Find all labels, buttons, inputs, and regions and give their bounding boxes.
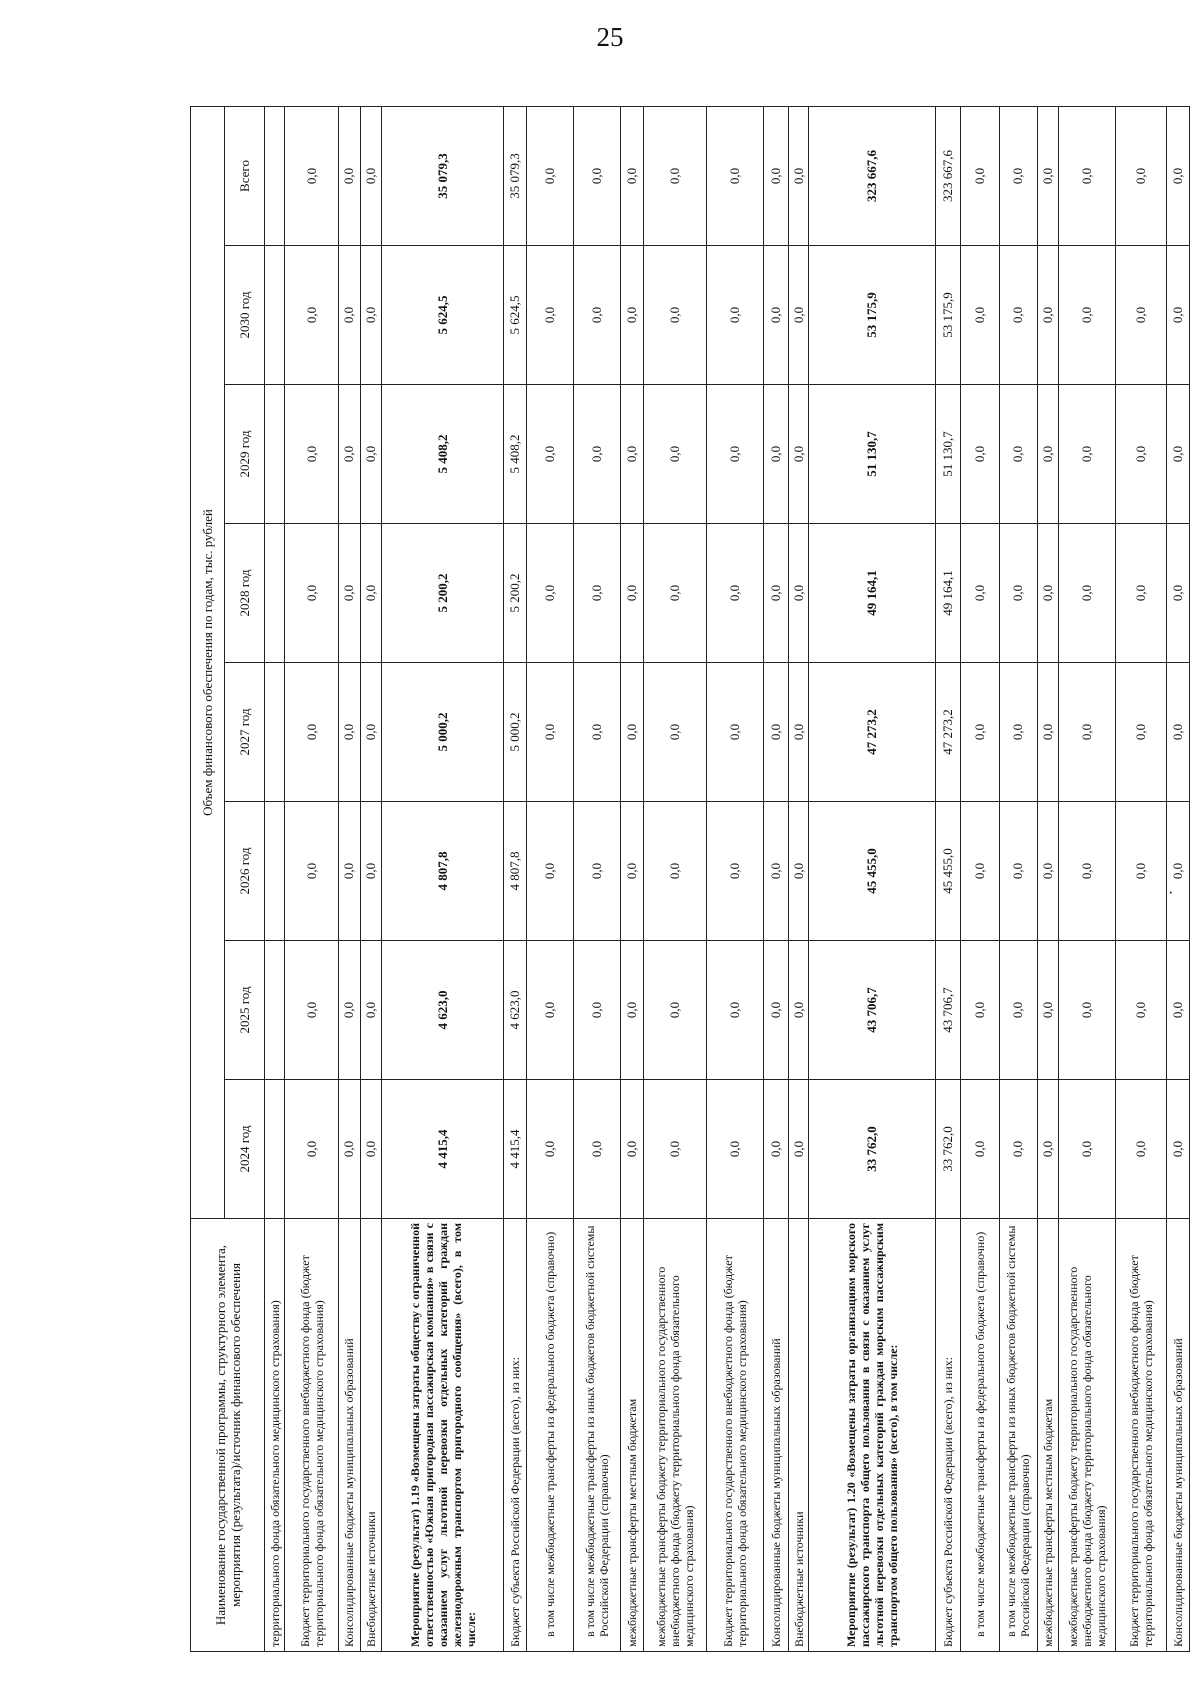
table-row	[788, 106, 808, 1651]
row-value-cell: 5 200,2	[504, 524, 527, 663]
table-row	[338, 106, 361, 1651]
header-year-2027: 2027 год	[225, 663, 265, 802]
row-value-cell: 45 455,0	[936, 802, 961, 941]
row-value-cell: 0,0	[999, 106, 1038, 245]
row-value-cell: 0,0	[1167, 106, 1190, 245]
row-value-cell: 0,0	[1116, 941, 1167, 1080]
row-value-cell: 5 200,2	[381, 524, 504, 663]
row-value-cell: 0,0	[1167, 385, 1190, 524]
row-value-cell: 0,0	[960, 385, 999, 524]
row-value-cell: 47 273,2	[809, 663, 936, 802]
row-value-cell: 43 706,7	[809, 941, 936, 1080]
row-value-cell: 0,0	[643, 663, 706, 802]
row-value-cell: 0,0	[1116, 802, 1167, 941]
page-number: 25	[596, 22, 624, 52]
header-year-2030: 2030 год	[225, 246, 265, 385]
row-value-cell: 0,0	[621, 524, 644, 663]
row-value-cell: 0,0	[999, 1080, 1038, 1219]
row-name-cell: межбюджетные трансферты местным бюджетам	[621, 1219, 644, 1652]
row-value-cell: 0,0	[643, 246, 706, 385]
row-value-cell: 0,0	[706, 246, 763, 385]
table-row	[809, 106, 936, 1651]
row-value-cell: 0,0	[621, 941, 644, 1080]
row-value-cell: 0,0	[1116, 246, 1167, 385]
row-name-cell: Бюджет субъекта Российской Федерации (всего), из них:	[936, 1219, 961, 1652]
row-value-cell: 0,0	[643, 385, 706, 524]
row-value-cell: 0,0	[361, 524, 381, 663]
row-value-cell	[265, 663, 285, 802]
row-value-cell: 33 762,0	[936, 1080, 961, 1219]
row-value-cell: 0,0	[285, 941, 338, 1080]
header-financing-group: Объем финансового обеспечения по годам, тыс. рублей	[191, 106, 225, 1218]
row-value-cell: 35 079,3	[381, 106, 504, 245]
row-value-cell: 0,0	[338, 1080, 361, 1219]
row-value-cell: 0,0	[706, 1080, 763, 1219]
table-row	[526, 106, 573, 1651]
row-name-cell: Внебюджетные источники	[788, 1219, 808, 1652]
row-value-cell: 0,0	[1038, 663, 1058, 802]
row-value-cell	[265, 802, 285, 941]
table-row	[1058, 106, 1115, 1651]
row-value-cell	[265, 385, 285, 524]
row-value-cell: 0,0	[573, 941, 620, 1080]
row-value-cell: 4 807,8	[504, 802, 527, 941]
row-value-cell: 0,0	[526, 106, 573, 245]
row-value-cell: 0,0	[764, 802, 789, 941]
row-value-cell: 0,0	[621, 663, 644, 802]
row-value-cell: 4 623,0	[381, 941, 504, 1080]
table-row	[999, 106, 1038, 1651]
table-row	[621, 106, 644, 1651]
row-value-cell: 0,0	[621, 1080, 644, 1219]
row-value-cell: 0,0	[573, 663, 620, 802]
row-value-cell: 0,0	[573, 1080, 620, 1219]
row-value-cell: 0,0	[1167, 663, 1190, 802]
row-value-cell: 0,0	[960, 1080, 999, 1219]
row-value-cell: 51 130,7	[936, 385, 961, 524]
row-value-cell: 0,0	[1116, 1080, 1167, 1219]
row-value-cell: 0,0	[706, 663, 763, 802]
row-value-cell: 0,0	[764, 1080, 789, 1219]
table-row	[573, 106, 620, 1651]
row-value-cell: 0,0	[338, 246, 361, 385]
row-value-cell: 0,0	[764, 663, 789, 802]
table-row	[265, 106, 285, 1651]
row-name-cell: Бюджет субъекта Российской Федерации (всего), из них:	[504, 1219, 527, 1652]
row-value-cell: 5 624,5	[381, 246, 504, 385]
row-value-cell: 0,0	[706, 524, 763, 663]
row-name-cell: Бюджет территориального государственного внебюджетного фонда (бюджет территориального фонда обязательного медицинского страхования)	[1116, 1219, 1167, 1652]
row-value-cell: 5 000,2	[504, 663, 527, 802]
row-value-cell	[265, 941, 285, 1080]
table-row	[1116, 106, 1167, 1651]
row-value-cell	[265, 524, 285, 663]
row-value-cell: 0,0	[1167, 1080, 1190, 1219]
row-value-cell: 0,0	[999, 385, 1038, 524]
row-value-cell: 0,0	[788, 941, 808, 1080]
row-value-cell: 0,0	[526, 385, 573, 524]
row-value-cell: 0,0	[643, 941, 706, 1080]
row-value-cell: 0,0	[764, 524, 789, 663]
row-value-cell: 0,0	[1058, 1080, 1115, 1219]
row-value-cell: 0,0	[338, 106, 361, 245]
table-row	[643, 106, 706, 1651]
table-row	[1038, 106, 1058, 1651]
row-value-cell: 5 408,2	[381, 385, 504, 524]
row-value-cell: 4 415,4	[381, 1080, 504, 1219]
row-value-cell: 0,0	[1167, 802, 1190, 941]
row-value-cell: 0,0	[1116, 663, 1167, 802]
row-value-cell: 0,0	[361, 385, 381, 524]
row-value-cell: 0,0	[643, 106, 706, 245]
row-value-cell: 0,0	[621, 106, 644, 245]
row-value-cell: 0,0	[526, 663, 573, 802]
row-value-cell: 53 175,9	[936, 246, 961, 385]
row-value-cell: 0,0	[361, 663, 381, 802]
row-name-cell: Бюджет территориального государственного внебюджетного фонда (бюджет территориального фонда обязательного медицинского страхования)	[706, 1219, 763, 1652]
row-value-cell: 0,0	[960, 106, 999, 245]
row-value-cell: 0,0	[1038, 524, 1058, 663]
row-value-cell: 0,0	[621, 246, 644, 385]
header-name-column: Наименование государственной программы, структурного элемента, мероприятия (результата)/источник финансового обеспечения	[191, 1219, 265, 1652]
table-row	[504, 106, 527, 1651]
row-value-cell: 0,0	[285, 246, 338, 385]
row-value-cell: 0,0	[706, 106, 763, 245]
table-row	[764, 106, 789, 1651]
row-value-cell: 0,0	[764, 385, 789, 524]
row-name-cell: Консолидированные бюджеты муниципальных образований	[1167, 1219, 1190, 1652]
table-row	[960, 106, 999, 1651]
row-value-cell: 0,0	[285, 802, 338, 941]
row-value-cell	[265, 106, 285, 245]
row-value-cell: 35 079,3	[504, 106, 527, 245]
row-value-cell: 0,0	[1116, 385, 1167, 524]
header-year-2029: 2029 год	[225, 385, 265, 524]
row-value-cell: 323 667,6	[936, 106, 961, 245]
row-value-cell: 0,0	[285, 524, 338, 663]
row-value-cell: 0,0	[1038, 1080, 1058, 1219]
row-value-cell: 0,0	[1058, 802, 1115, 941]
row-value-cell: 323 667,6	[809, 106, 936, 245]
row-value-cell: 0,0	[338, 385, 361, 524]
row-value-cell: 43 706,7	[936, 941, 961, 1080]
row-name-cell: территориального фонда обязательного медицинского страхования)	[265, 1219, 285, 1652]
row-value-cell: 0,0	[1167, 941, 1190, 1080]
row-value-cell: 0,0	[573, 246, 620, 385]
row-value-cell: 0,0	[1167, 524, 1190, 663]
row-value-cell: 0,0	[621, 385, 644, 524]
row-value-cell: 51 130,7	[809, 385, 936, 524]
row-value-cell: 0,0	[788, 663, 808, 802]
row-value-cell: 0,0	[361, 1080, 381, 1219]
row-value-cell: 0,0	[621, 802, 644, 941]
row-name-cell: Мероприятие (результат) 1.19 «Возмещены затраты обществу с ограниченной ответственностью «Южная пригородная пассажирская компания» в связи с оказанием услуг льготной перевозки отдельных категорий граждан железнодорожным транспортом пригородного сообщения» (всего), в том числе:	[381, 1219, 504, 1652]
table-row	[285, 106, 338, 1651]
row-value-cell: 0,0	[1167, 246, 1190, 385]
row-value-cell: 5 624,5	[504, 246, 527, 385]
row-value-cell: 0,0	[1058, 106, 1115, 245]
row-value-cell: 4 415,4	[504, 1080, 527, 1219]
row-value-cell: 0,0	[999, 802, 1038, 941]
row-value-cell: 0,0	[960, 663, 999, 802]
row-value-cell: 0,0	[960, 802, 999, 941]
row-value-cell: 0,0	[526, 246, 573, 385]
row-value-cell: 0,0	[573, 524, 620, 663]
row-value-cell: 0,0	[573, 802, 620, 941]
row-value-cell: 0,0	[999, 941, 1038, 1080]
row-value-cell: 0,0	[1058, 663, 1115, 802]
row-value-cell: 0,0	[706, 941, 763, 1080]
row-value-cell: 0,0	[338, 941, 361, 1080]
row-value-cell	[265, 1080, 285, 1219]
row-value-cell: 0,0	[1058, 524, 1115, 663]
row-value-cell: 0,0	[643, 802, 706, 941]
table-row	[936, 106, 961, 1651]
row-name-cell: в том числе межбюджетные трансферты из иных бюджетов бюджетной системы Российской Федерации (справочно)	[999, 1219, 1038, 1652]
row-name-cell: Мероприятие (результат) 1.20 «Возмещены затраты организациям морского пассажирского транспорта общего пользования в связи с оказанием услуг льготной перевозки отдельных категорий граждан морским пассажирским транспортом общего пользования» (всего), в том числе:	[809, 1219, 936, 1652]
row-value-cell: 0,0	[573, 106, 620, 245]
table-body	[265, 106, 1190, 1651]
row-value-cell: 5 000,2	[381, 663, 504, 802]
row-value-cell: 0,0	[960, 941, 999, 1080]
row-value-cell: 0,0	[764, 106, 789, 245]
table-row	[381, 106, 504, 1651]
financing-table	[190, 106, 1190, 1652]
row-value-cell: 5 408,2	[504, 385, 527, 524]
row-value-cell: 0,0	[573, 385, 620, 524]
row-value-cell: 53 175,9	[809, 246, 936, 385]
row-value-cell: 0,0	[338, 663, 361, 802]
rotated-table-container	[190, 107, 1190, 1652]
header-year-2025: 2025 год	[225, 941, 265, 1080]
row-value-cell: 0,0	[285, 106, 338, 245]
header-year-2024: 2024 год	[225, 1080, 265, 1219]
row-value-cell: 0,0	[1116, 106, 1167, 245]
table-row	[361, 106, 381, 1651]
row-value-cell: 0,0	[788, 106, 808, 245]
row-name-cell: межбюджетные трансферты местным бюджетам	[1038, 1219, 1058, 1652]
row-value-cell: 4 623,0	[504, 941, 527, 1080]
row-value-cell: 0,0	[706, 802, 763, 941]
row-value-cell: 0,0	[960, 524, 999, 663]
row-value-cell: 45 455,0	[809, 802, 936, 941]
header-total: Всего	[225, 106, 265, 245]
row-name-cell: Консолидированные бюджеты муниципальных образований	[764, 1219, 789, 1652]
row-value-cell: 0,0	[285, 1080, 338, 1219]
row-value-cell: 0,0	[788, 246, 808, 385]
row-value-cell: 0,0	[1038, 385, 1058, 524]
row-value-cell: 0,0	[1058, 246, 1115, 385]
row-value-cell: 0,0	[1038, 941, 1058, 1080]
row-name-cell: межбюджетные трансферты бюджету территориального государственного внебюджетного фонда (бюджету территориального фонда обязательного медицинского страхования)	[1058, 1219, 1115, 1652]
row-value-cell: 49 164,1	[936, 524, 961, 663]
row-value-cell: 4 807,8	[381, 802, 504, 941]
row-value-cell: 0,0	[1116, 524, 1167, 663]
row-value-cell: 0,0	[1058, 941, 1115, 1080]
row-value-cell: 0,0	[361, 106, 381, 245]
row-value-cell: 0,0	[526, 524, 573, 663]
header-year-2026: 2026 год	[225, 802, 265, 941]
row-value-cell: 0,0	[1038, 246, 1058, 385]
row-value-cell: 0,0	[706, 385, 763, 524]
row-value-cell: 0,0	[764, 941, 789, 1080]
row-value-cell: 0,0	[338, 524, 361, 663]
row-value-cell: 0,0	[788, 802, 808, 941]
row-name-cell: в том числе межбюджетные трансферты из иных бюджетов бюджетной системы Российской Федерации (справочно)	[573, 1219, 620, 1652]
row-value-cell: 0,0	[764, 246, 789, 385]
row-value-cell: 0,0	[526, 802, 573, 941]
row-value-cell: 0,0	[361, 802, 381, 941]
row-name-cell: Консолидированные бюджеты муниципальных образований	[338, 1219, 361, 1652]
row-value-cell: 0,0	[788, 385, 808, 524]
row-value-cell: 47 273,2	[936, 663, 961, 802]
row-value-cell: 0,0	[338, 802, 361, 941]
row-value-cell	[265, 246, 285, 385]
row-value-cell: 0,0	[643, 1080, 706, 1219]
row-value-cell: 0,0	[526, 1080, 573, 1219]
row-name-cell: в том числе межбюджетные трансферты из федерального бюджета (справочно)	[526, 1219, 573, 1652]
row-value-cell: 0,0	[361, 246, 381, 385]
row-value-cell: 0,0	[999, 524, 1038, 663]
row-value-cell: 0,0	[361, 941, 381, 1080]
row-value-cell: 0,0	[285, 663, 338, 802]
row-value-cell: 0,0	[643, 524, 706, 663]
row-value-cell: 33 762,0	[809, 1080, 936, 1219]
row-value-cell: 0,0	[999, 663, 1038, 802]
row-name-cell: Бюджет территориального государственного внебюджетного фонда (бюджет территориального фонда обязательного медицинского страхования)	[285, 1219, 338, 1652]
row-value-cell: 0,0	[999, 246, 1038, 385]
table-row	[1167, 106, 1190, 1651]
row-value-cell: 0,0	[1038, 802, 1058, 941]
row-value-cell: 0,0	[788, 1080, 808, 1219]
row-value-cell: 49 164,1	[809, 524, 936, 663]
row-value-cell: 0,0	[1038, 106, 1058, 245]
row-name-cell: межбюджетные трансферты бюджету территориального государственного внебюджетного фонда (бюджету территориального фонда обязательного медицинского страхования)	[643, 1219, 706, 1652]
row-value-cell: 0,0	[1058, 385, 1115, 524]
margin-mark: ·	[1168, 885, 1174, 902]
row-name-cell: Внебюджетные источники	[361, 1219, 381, 1652]
table-row	[706, 106, 763, 1651]
row-name-cell: в том числе межбюджетные трансферты из федерального бюджета (справочно)	[960, 1219, 999, 1652]
row-value-cell: 0,0	[526, 941, 573, 1080]
header-year-2028: 2028 год	[225, 524, 265, 663]
row-value-cell: 0,0	[960, 246, 999, 385]
row-value-cell: 0,0	[788, 524, 808, 663]
row-value-cell: 0,0	[285, 385, 338, 524]
